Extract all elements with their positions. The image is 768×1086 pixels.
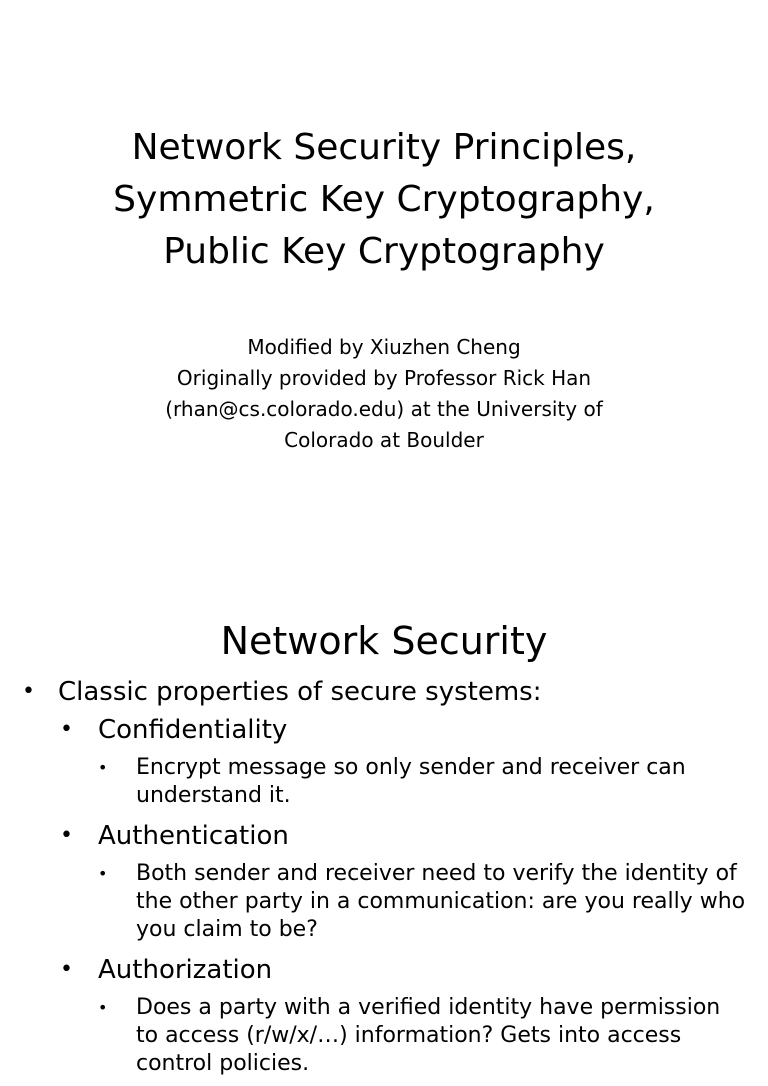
credit-line: Originally provided by Professor Rick Han bbox=[176, 366, 592, 390]
credit-line: Modified by Xiuzhen Cheng bbox=[247, 335, 521, 359]
credits-block bbox=[80, 332, 688, 456]
bullet-item-level-1 bbox=[0, 674, 768, 710]
credit-line: Colorado at Boulder bbox=[284, 428, 484, 452]
bullet-dot-icon: • bbox=[98, 758, 108, 777]
bullet-list bbox=[0, 674, 768, 1086]
bullet-item-level-3 bbox=[0, 754, 768, 810]
bullet-item-level-2 bbox=[0, 952, 768, 988]
bullet-dot-icon: • bbox=[98, 864, 108, 883]
bullet-dot-icon: • bbox=[22, 679, 35, 704]
bullet-item-level-3 bbox=[0, 860, 768, 944]
bullet-dot-icon: • bbox=[60, 717, 73, 742]
bullet-text: Does a party with a verified identity have permission to access (r/w/x/…) information? Gets into access control policies. bbox=[136, 995, 721, 1076]
bullet-dot-icon: • bbox=[60, 823, 73, 848]
content-slide bbox=[0, 580, 768, 1076]
slide-title bbox=[20, 122, 748, 278]
bullet-text: Authentication bbox=[98, 821, 289, 851]
bullet-text: Authorization bbox=[98, 955, 273, 985]
credit-line: (rhan@cs.colorado.edu) at the University of bbox=[165, 397, 603, 421]
bullet-text: Encrypt message so only sender and receiver can understand it. bbox=[136, 755, 686, 808]
slide-title-line: Network Security Principles, bbox=[131, 127, 637, 168]
slide-heading: Network Security bbox=[220, 619, 548, 663]
slide-title-line: Public Key Cryptography bbox=[163, 231, 605, 272]
bullet-item-level-3 bbox=[0, 994, 768, 1078]
bullet-item-level-2 bbox=[0, 712, 768, 748]
slide-title-line: Symmetric Key Cryptography, bbox=[113, 179, 655, 220]
bullet-dot-icon: • bbox=[60, 957, 73, 982]
bullet-text: Classic properties of secure systems: bbox=[58, 677, 542, 707]
bullet-text: Both sender and receiver need to verify the identity of the other party in a communication: are you really who you claim to be? bbox=[136, 861, 746, 942]
bullet-dot-icon: • bbox=[98, 998, 108, 1017]
bullet-text: Confidentiality bbox=[98, 715, 288, 745]
bullet-item-level-2 bbox=[0, 818, 768, 854]
